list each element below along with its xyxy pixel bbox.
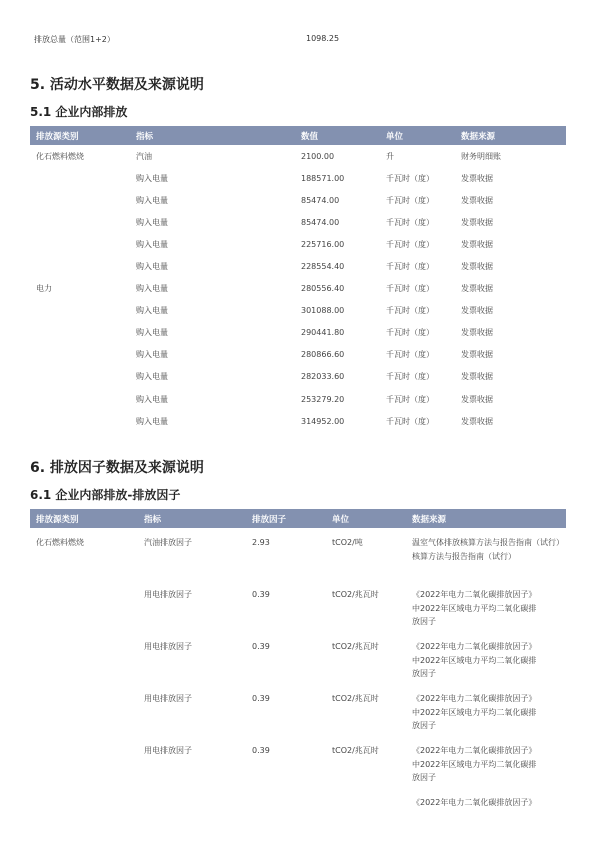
cell-category: 电力	[36, 284, 52, 294]
cell-unit: 千瓦时（度）	[386, 262, 434, 272]
source-line: 核算方法与报告指南（试行）	[412, 551, 516, 561]
cell-source: 发票收据	[461, 173, 493, 183]
cell-unit: 千瓦时（度）	[386, 416, 434, 426]
section-5-title: 5. 活动水平数据及来源说明	[30, 77, 204, 93]
cell-category	[30, 788, 138, 826]
source-line: 放因子	[412, 773, 436, 782]
cell-source: 财务明细账	[461, 151, 501, 161]
cell-unit: 千瓦时（度）	[386, 217, 434, 227]
emission-total-value: 1098.25	[306, 34, 340, 43]
cell-value: 280866.60	[301, 350, 345, 360]
source-line: 放因子	[412, 669, 436, 678]
cell-indicator	[138, 788, 246, 826]
cell-unit: 千瓦时（度）	[386, 284, 434, 294]
cell-category	[30, 410, 130, 432]
cell-unit: 千瓦时（度）	[386, 394, 434, 404]
cell-indicator: 购入电量	[136, 262, 168, 272]
cell-value: 282033.60	[301, 372, 345, 382]
cell-category	[30, 189, 130, 211]
cell-value: 280556.40	[301, 284, 345, 294]
header-source: 数据来源	[455, 126, 566, 145]
cell-value: 2.93	[252, 538, 270, 547]
cell-indicator: 购入电量	[136, 306, 168, 316]
cell-unit: 千瓦时（度）	[386, 306, 434, 316]
cell-category	[30, 736, 138, 788]
source-line: 《2022年电力二氧化碳排放因子》	[412, 746, 537, 755]
cell-indicator: 购入电量	[136, 173, 168, 183]
cell-category	[30, 233, 130, 255]
cell-value	[246, 788, 326, 826]
table-row	[30, 211, 566, 233]
table-row	[30, 233, 566, 255]
cell-value: 0.39	[252, 746, 270, 755]
cell-unit: 千瓦时（度）	[386, 350, 434, 360]
cell-source: 发票收据	[461, 416, 493, 426]
cell-indicator: 购入电量	[136, 394, 168, 404]
cell-source: 发票收据	[461, 217, 493, 227]
cell-indicator: 购入电量	[136, 195, 168, 205]
cell-source: 发票收据	[461, 328, 493, 338]
cell-source	[406, 788, 566, 826]
table-header-row	[30, 509, 566, 528]
table-row	[30, 736, 566, 788]
cell-indicator: 汽油排放因子	[144, 538, 192, 547]
section-5-1-title: 5.1 企业内部排放	[30, 105, 128, 119]
cell-indicator: 用电排放因子	[144, 590, 192, 599]
cell-indicator: 购入电量	[136, 372, 168, 382]
cell-source: 发票收据	[461, 372, 493, 382]
cell-value: 0.39	[252, 590, 270, 599]
cell-unit	[326, 788, 406, 826]
table-row	[30, 684, 566, 736]
cell-unit: tCO2/吨	[332, 538, 363, 547]
emission-factor-table	[30, 509, 566, 826]
cell-indicator: 购入电量	[136, 328, 168, 338]
header-indicator: 指标	[130, 126, 295, 145]
table-row	[30, 388, 566, 410]
cell-source: 发票收据	[461, 306, 493, 316]
source-line: 中2022年区域电力平均二氧化碳排	[412, 603, 537, 613]
table-row	[30, 580, 566, 632]
source-line: 《2022年电力二氧化碳排放因子》	[412, 694, 537, 703]
cell-source	[406, 528, 566, 580]
cell-unit: 千瓦时（度）	[386, 195, 434, 205]
cell-source	[406, 684, 566, 736]
header-unit: 单位	[380, 126, 455, 145]
cell-value: 290441.80	[301, 328, 345, 338]
source-line: 中2022年区域电力平均二氧化碳排	[412, 655, 537, 665]
emission-total-row	[30, 34, 566, 48]
header-value: 数值	[295, 126, 380, 145]
table-row	[30, 278, 566, 300]
source-line: 中2022年区域电力平均二氧化碳排	[412, 759, 537, 769]
cell-unit: 千瓦时（度）	[386, 239, 434, 249]
table-row	[30, 528, 566, 580]
cell-unit: 千瓦时（度）	[386, 328, 434, 338]
cell-unit: tCO2/兆瓦时	[332, 746, 379, 755]
cell-value: 2100.00	[301, 151, 335, 161]
source-line: 放因子	[412, 721, 436, 730]
cell-unit: tCO2/兆瓦时	[332, 590, 379, 599]
cell-source: 发票收据	[461, 284, 493, 294]
cell-category	[30, 366, 130, 388]
source-line: 温室气体排放核算方法与报告指南（试行）	[412, 538, 564, 547]
table-row	[30, 788, 566, 826]
cell-category	[30, 255, 130, 277]
emission-total-label: 排放总量（范围1+2）	[34, 35, 115, 44]
cell-unit: tCO2/兆瓦时	[332, 642, 379, 651]
table-row	[30, 322, 566, 344]
cell-value: 188571.00	[301, 173, 345, 183]
source-line: 《2022年电力二氧化碳排放因子》	[412, 642, 537, 651]
cell-source: 发票收据	[461, 394, 493, 404]
source-line: 《2022年电力二氧化碳排放因子》	[412, 798, 537, 807]
table-row	[30, 300, 566, 322]
cell-value: 85474.00	[301, 217, 340, 227]
cell-value: 225716.00	[301, 239, 345, 249]
header-value: 排放因子	[246, 509, 326, 528]
table-row	[30, 344, 566, 366]
cell-source: 发票收据	[461, 239, 493, 249]
cell-value: 228554.40	[301, 262, 345, 272]
table-header-row	[30, 126, 566, 145]
cell-indicator: 购入电量	[136, 217, 168, 227]
cell-unit: 千瓦时（度）	[386, 372, 434, 382]
cell-source: 发票收据	[461, 262, 493, 272]
cell-source	[406, 580, 566, 632]
cell-category: 化石燃料燃烧	[36, 538, 84, 547]
header-category: 排放源类别	[30, 509, 138, 528]
source-line: 《2022年电力二氧化碳排放因子》	[412, 590, 537, 599]
cell-indicator: 购入电量	[136, 416, 168, 426]
cell-unit: tCO2/兆瓦时	[332, 694, 379, 703]
table-row	[30, 410, 566, 432]
cell-category	[30, 300, 130, 322]
cell-indicator: 汽油	[136, 151, 152, 161]
cell-indicator: 用电排放因子	[144, 746, 192, 755]
source-line: 放因子	[412, 617, 436, 626]
cell-category	[30, 632, 138, 684]
activity-data-table	[30, 126, 566, 432]
cell-source: 发票收据	[461, 350, 493, 360]
table-row	[30, 189, 566, 211]
cell-category	[30, 322, 130, 344]
source-line: 中2022年区域电力平均二氧化碳排	[412, 707, 537, 717]
section-6-1-title: 6.1 企业内部排放-排放因子	[30, 488, 181, 502]
cell-category	[30, 684, 138, 736]
header-category: 排放源类别	[30, 126, 130, 145]
header-source: 数据来源	[406, 509, 566, 528]
cell-value: 0.39	[252, 642, 270, 651]
cell-category	[30, 211, 130, 233]
header-indicator: 指标	[138, 509, 246, 528]
table-row	[30, 145, 566, 167]
header-unit: 单位	[326, 509, 406, 528]
cell-value: 301088.00	[301, 306, 345, 316]
cell-source	[406, 632, 566, 684]
cell-unit: 千瓦时（度）	[386, 173, 434, 183]
cell-value: 253279.20	[301, 394, 345, 404]
cell-category: 化石燃料燃烧	[36, 151, 84, 161]
cell-category	[30, 167, 130, 189]
cell-indicator: 购入电量	[136, 284, 168, 294]
section-6-title: 6. 排放因子数据及来源说明	[30, 460, 204, 476]
cell-indicator: 用电排放因子	[144, 694, 192, 703]
cell-category	[30, 344, 130, 366]
cell-indicator: 购入电量	[136, 239, 168, 249]
cell-category	[30, 580, 138, 632]
cell-category	[30, 388, 130, 410]
table-row	[30, 632, 566, 684]
cell-value: 0.39	[252, 694, 270, 703]
cell-value: 314952.00	[301, 416, 345, 426]
cell-indicator: 用电排放因子	[144, 642, 192, 651]
table-row	[30, 366, 566, 388]
table-row	[30, 167, 566, 189]
cell-indicator: 购入电量	[136, 350, 168, 360]
cell-source	[406, 736, 566, 788]
cell-value: 85474.00	[301, 195, 340, 205]
cell-unit: 升	[386, 151, 394, 161]
cell-source: 发票收据	[461, 195, 493, 205]
table-row	[30, 255, 566, 277]
